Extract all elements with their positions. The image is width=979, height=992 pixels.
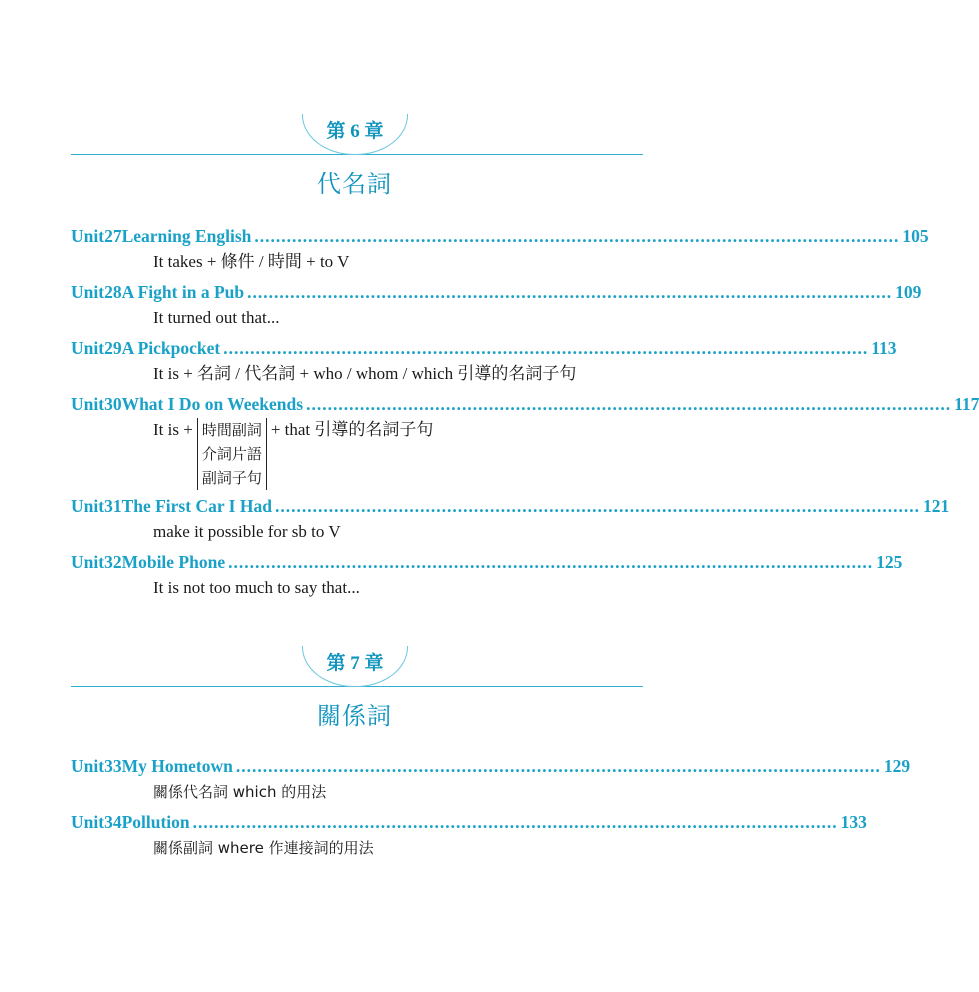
page-number: 113 <box>871 338 897 358</box>
unit-number: 28 <box>104 282 122 302</box>
page-number: 133 <box>840 812 867 832</box>
unit-number: 33 <box>104 756 122 776</box>
page-number: 109 <box>895 282 922 302</box>
unit-subtitle: make it possible for sb to V <box>153 522 341 541</box>
unit-label: Unit <box>71 552 105 572</box>
unit-label: Unit <box>71 226 105 246</box>
unit-label: Unit <box>71 812 105 832</box>
unit-subtitle <box>153 418 639 490</box>
unit-subtitle: It turned out that... <box>153 308 280 327</box>
unit-title[interactable]: Mobile Phone <box>121 552 226 572</box>
unit-title[interactable]: My Hometown <box>121 756 233 776</box>
toc-entry-unit-32[interactable] <box>71 552 903 600</box>
page-number: 117 <box>954 394 979 414</box>
unit-label: Unit <box>71 756 105 776</box>
unit-subtitle: It takes + 條件 / 時間 + to V <box>153 252 350 271</box>
leader-dots: ........................................................................................................................ <box>306 394 952 414</box>
leader-dots: ........................................................................................................................ <box>192 812 838 832</box>
unit-subtitle: 關係代名詞 which 的用法 <box>153 783 327 801</box>
page-number: 125 <box>876 552 903 572</box>
leader-dots: ........................................................................................................................ <box>254 226 900 246</box>
toc-entry-unit-30[interactable] <box>71 394 979 490</box>
chapter-title: 關係詞 <box>317 702 392 730</box>
leader-dots: ........................................................................................................................ <box>274 496 920 516</box>
toc-entry-unit-34[interactable] <box>71 812 867 860</box>
unit-label: Unit <box>71 496 105 516</box>
toc-entry-unit-27[interactable] <box>71 226 929 274</box>
unit-title[interactable]: Pollution <box>121 812 190 832</box>
unit-title[interactable]: Learning English <box>121 226 252 246</box>
leader-dots: ........................................................................................................................ <box>223 338 869 358</box>
leader-dots: ........................................................................................................................ <box>228 552 874 572</box>
leader-dots: ........................................................................................................................ <box>235 756 881 776</box>
unit-label: Unit <box>71 394 105 414</box>
page-number: 129 <box>883 756 911 776</box>
toc-entry-unit-31[interactable] <box>71 496 950 544</box>
toc-entry-unit-28[interactable] <box>71 282 922 330</box>
page-number: 105 <box>902 226 929 246</box>
toc-entry-unit-33[interactable] <box>71 756 911 804</box>
unit-number: 34 <box>104 812 122 832</box>
option-item: 時間副詞 <box>201 421 262 439</box>
unit-number: 27 <box>104 226 122 246</box>
chapter-badge: 第 7 章 <box>302 646 408 687</box>
unit-subtitle: It is not too much to say that... <box>153 578 360 597</box>
chapter-badge: 第 6 章 <box>302 114 408 155</box>
unit-title[interactable]: A Pickpocket <box>121 338 221 358</box>
unit-subtitle: 關係副詞 where 作連接詞的用法 <box>153 839 374 857</box>
option-item: 副詞子句 <box>201 469 262 487</box>
unit-label: Unit <box>71 282 105 302</box>
toc-entry-unit-29[interactable] <box>71 338 897 386</box>
page-number: 121 <box>922 496 950 516</box>
option-item: 介詞片語 <box>201 445 262 463</box>
unit-number: 31 <box>104 496 122 516</box>
leader-dots: ........................................................................................................................ <box>247 282 893 302</box>
option-bracket <box>197 418 267 490</box>
subtitle-lead: It is + <box>153 420 193 439</box>
unit-title[interactable]: The First Car I Had <box>121 496 272 516</box>
unit-number: 29 <box>104 338 122 358</box>
subtitle-tail: + that 引導的名詞子句 <box>270 420 434 439</box>
chapter-6-header <box>0 112 709 198</box>
unit-title[interactable]: A Fight in a Pub <box>121 282 245 302</box>
chapter-7-header <box>0 644 709 730</box>
unit-number: 32 <box>104 552 122 572</box>
unit-label: Unit <box>71 338 105 358</box>
unit-title[interactable]: What I Do on Weekends <box>121 394 304 414</box>
chapter-title: 代名詞 <box>317 170 392 198</box>
unit-subtitle: It is + 名詞 / 代名詞 + who / whom / which 引導的名詞子句 <box>153 364 577 383</box>
unit-number: 30 <box>104 394 122 414</box>
